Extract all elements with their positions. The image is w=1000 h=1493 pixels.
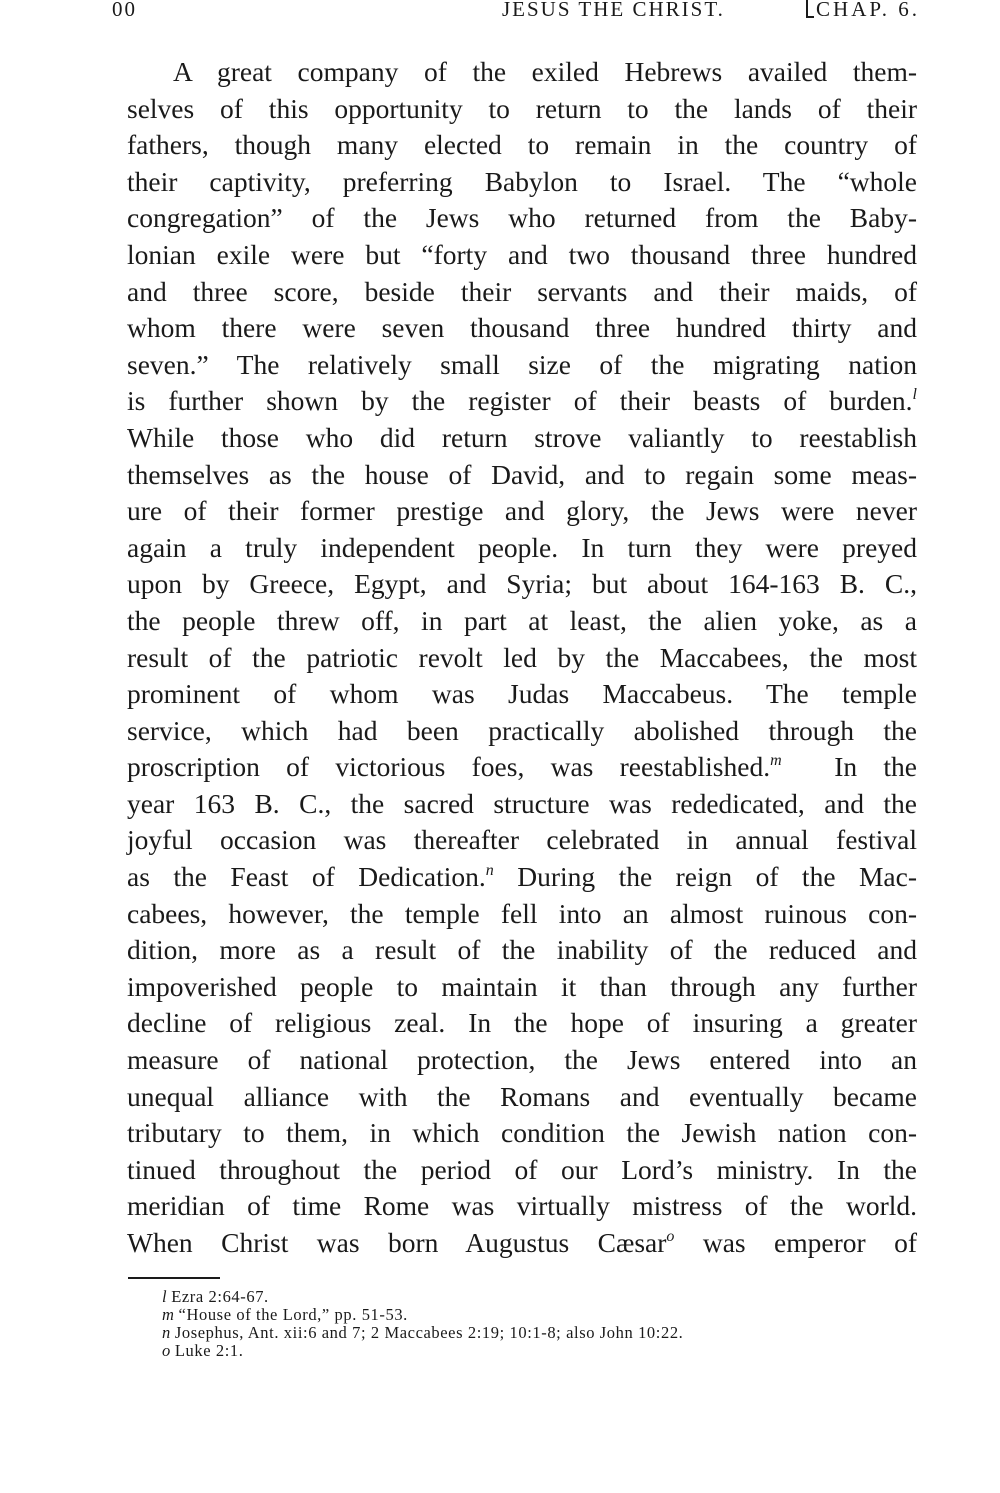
footnote <box>162 1288 922 1306</box>
text-line: decline of religious zeal. In the hope of insuring a greater <box>127 1007 917 1039</box>
footnote-text: Ezra 2:64-67. <box>171 1287 269 1306</box>
footnote-mark: m <box>162 1305 175 1324</box>
text-line <box>127 859 917 896</box>
footnote-text: Luke 2:1. <box>174 1341 244 1360</box>
text-line: cabees, however, the temple fell into an almost ruinous con- <box>127 897 917 929</box>
text-line: result of the patriotic revolt led by the Maccabees, the most <box>127 641 917 673</box>
text-line: dition, more as a result of the inability of the reduced and <box>127 934 917 966</box>
text-line: meridian of time Rome was virtually mistress of the world. <box>127 1190 917 1222</box>
footnote <box>162 1306 922 1324</box>
text-line: measure of national protection, the Jews entered into an <box>127 1044 917 1076</box>
footnote-mark: n <box>162 1323 171 1342</box>
footnote <box>162 1342 922 1360</box>
text-line: their captivity, preferring Babylon to Israel. The “whole <box>127 165 917 197</box>
page-number: 00 <box>112 0 137 21</box>
footnote <box>162 1324 922 1342</box>
footnotes <box>162 1288 922 1360</box>
text-line: ure of their former prestige and glory, the Jews were never <box>127 495 917 527</box>
chapter-label <box>806 0 920 24</box>
text-line <box>127 749 917 786</box>
text-line <box>127 383 917 420</box>
text-segment: was emperor of <box>702 1227 917 1258</box>
chapter-text: CHAP. 6. <box>816 0 920 21</box>
running-title: JESUS THE CHRIST. <box>502 0 725 21</box>
running-head <box>112 0 920 30</box>
footnote-text: Josephus, Ant. xii:6 and 7; 2 Maccabees 2:19; 10:1-8; also John 10:22. <box>174 1323 684 1342</box>
footnote-ref-o: o <box>666 1228 675 1245</box>
body-text <box>127 54 917 1262</box>
text-segment: proscription of victorious foes, was reestablished. <box>127 751 771 783</box>
footnote-text: “House of the Lord,” pp. 51-53. <box>178 1305 408 1324</box>
footnote-ref-l: l <box>912 386 917 404</box>
text-line: tributary to them, in which condition the Jewish nation con- <box>127 1117 917 1149</box>
footnote-mark: l <box>162 1287 168 1306</box>
text-line: year 163 B. C., the sacred structure was rededicated, and the <box>127 787 917 819</box>
text-line: While those who did return strove valiantly to reestablish <box>127 421 917 453</box>
text-line: A great company of the exiled Hebrews availed them- <box>173 56 917 87</box>
text-line: tinued throughout the period of our Lord’s ministry. In the <box>127 1153 917 1185</box>
text-line <box>127 1225 917 1262</box>
text-line: joyful occasion was thereafter celebrated in annual festival <box>127 824 917 856</box>
text-line: and three score, beside their servants and their maids, of <box>127 275 917 307</box>
text-line: prominent of whom was Judas Maccabeus. The temple <box>127 678 917 710</box>
footnote-ref-m: m <box>770 752 782 770</box>
text-line: fathers, though many elected to remain in the country of <box>127 129 917 161</box>
text-line: seven.” The relatively small size of the migrating nation <box>127 348 917 380</box>
text-segment: as the Feast of Dedication. <box>127 861 486 893</box>
text-line: upon by Greece, Egypt, and Syria; but about 164-163 B. C., <box>127 568 917 600</box>
text-line: themselves as the house of David, and to regain some meas- <box>127 458 917 490</box>
text-segment: During the reign of the Mac- <box>517 861 918 893</box>
text-segment: When Christ was born Augustus Cæsar <box>127 1227 667 1258</box>
text-line: unequal alliance with the Romans and eventually became <box>127 1080 917 1112</box>
text-line: again a truly independent people. In turn they were preyed <box>127 531 917 563</box>
footnote-mark: o <box>162 1341 171 1360</box>
text-line: impoverished people to maintain it than through any further <box>127 970 917 1002</box>
footnote-ref-n: n <box>485 862 494 880</box>
text-line: the people threw off, in part at least, the alien yoke, as a <box>127 604 917 636</box>
bracket-mark <box>806 0 814 18</box>
text-segment: is further shown by the register of their beasts of burden. <box>127 385 913 417</box>
text-line: lonian exile were but “forty and two thousand three hundred <box>127 238 917 270</box>
text-line: service, which had been practically abolished through the <box>127 714 917 746</box>
text-segment: In the <box>834 751 917 783</box>
text-line: congregation” of the Jews who returned from the Baby- <box>127 202 917 234</box>
footnote-divider <box>128 1277 220 1279</box>
text-line: whom there were seven thousand three hundred thirty and <box>127 312 917 344</box>
text-line: selves of this opportunity to return to the lands of their <box>127 92 917 124</box>
